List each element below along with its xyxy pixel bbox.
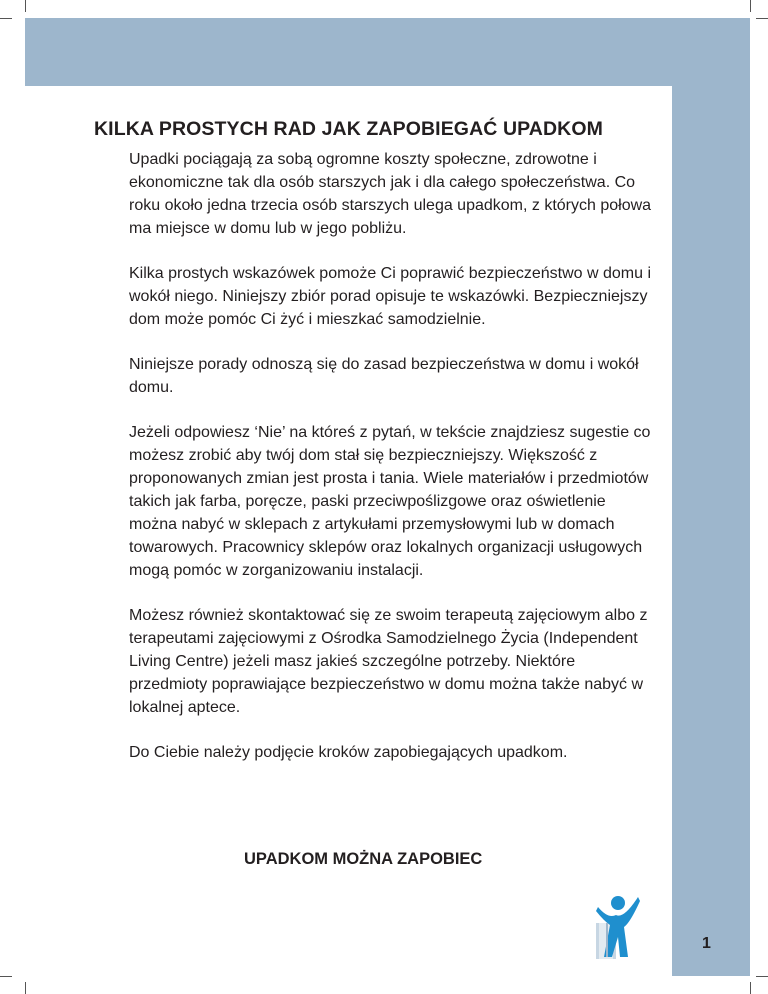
paragraph-scope: Niniejsze porady odnoszą się do zasad bezpieczeństwa w domu i wokół domu. bbox=[129, 356, 639, 396]
paragraph-suggestions: Jeżeli odpowiesz ‘Nie’ na któreś z pytań, w tekście znajdziesz sugestie co możesz zrobić aby twój dom stał się bezpieczniejszy. Większość z proponowanych zmian jest prosta i tania. Wiele materiałów i przedmiotów takich jak farba, poręcze, paski przeciwpoślizgowe oraz oświetlenie można nabyć w sklepach z artykułami przemysłowymi lub w domach towarowych. Pracownicy sklepów oraz lokalnych organizacji usługowych mogą pomóc w zorganizowaniu instalacji. bbox=[129, 424, 651, 579]
person-arms-raised-icon bbox=[594, 893, 644, 961]
paragraph-intro: Upadki pociągają za sobą ogromne koszty społeczne, zdrowotne i ekonomiczne tak dla osób starszych jak i dla całego społeczeństwa. Co roku około jedna trzecia osób starszych ulega upadkom, z których połowa ma miejsce w domu lub w jego pobliżu. bbox=[129, 151, 652, 237]
closing-statement: UPADKOM MOŻNA ZAPOBIEC bbox=[244, 850, 483, 868]
background-band-top bbox=[25, 18, 750, 86]
page-title: KILKA PROSTYCH RAD JAK ZAPOBIEGAĆ UPADKOM bbox=[94, 118, 603, 140]
paragraph-responsibility: Do Ciebie należy podjęcie kroków zapobiegających upadkom. bbox=[129, 744, 568, 761]
page-number: 1 bbox=[702, 935, 711, 952]
paragraph-tips: Kilka prostych wskazówek pomoże Ci poprawić bezpieczeństwo w domu i wokół niego. Niniejszy zbiór porad opisuje te wskazówki. Bezpieczniejszy dom może pomóc Ci żyć i mieszkać samodzielnie. bbox=[129, 265, 651, 328]
body-text bbox=[129, 148, 654, 786]
paragraph-contact: Możesz również skontaktować się ze swoim terapeutą zajęciowym albo z terapeutami zajęciowymi z Ośrodka Samodzielnego Życia (Independent Living Centre) jeżeli masz jakieś szczególne potrzeby. Niektóre przedmioty poprawiające bezpieczeństwo w domu można także nabyć w lokalnej aptece. bbox=[129, 607, 648, 716]
background-band-side bbox=[672, 18, 750, 976]
